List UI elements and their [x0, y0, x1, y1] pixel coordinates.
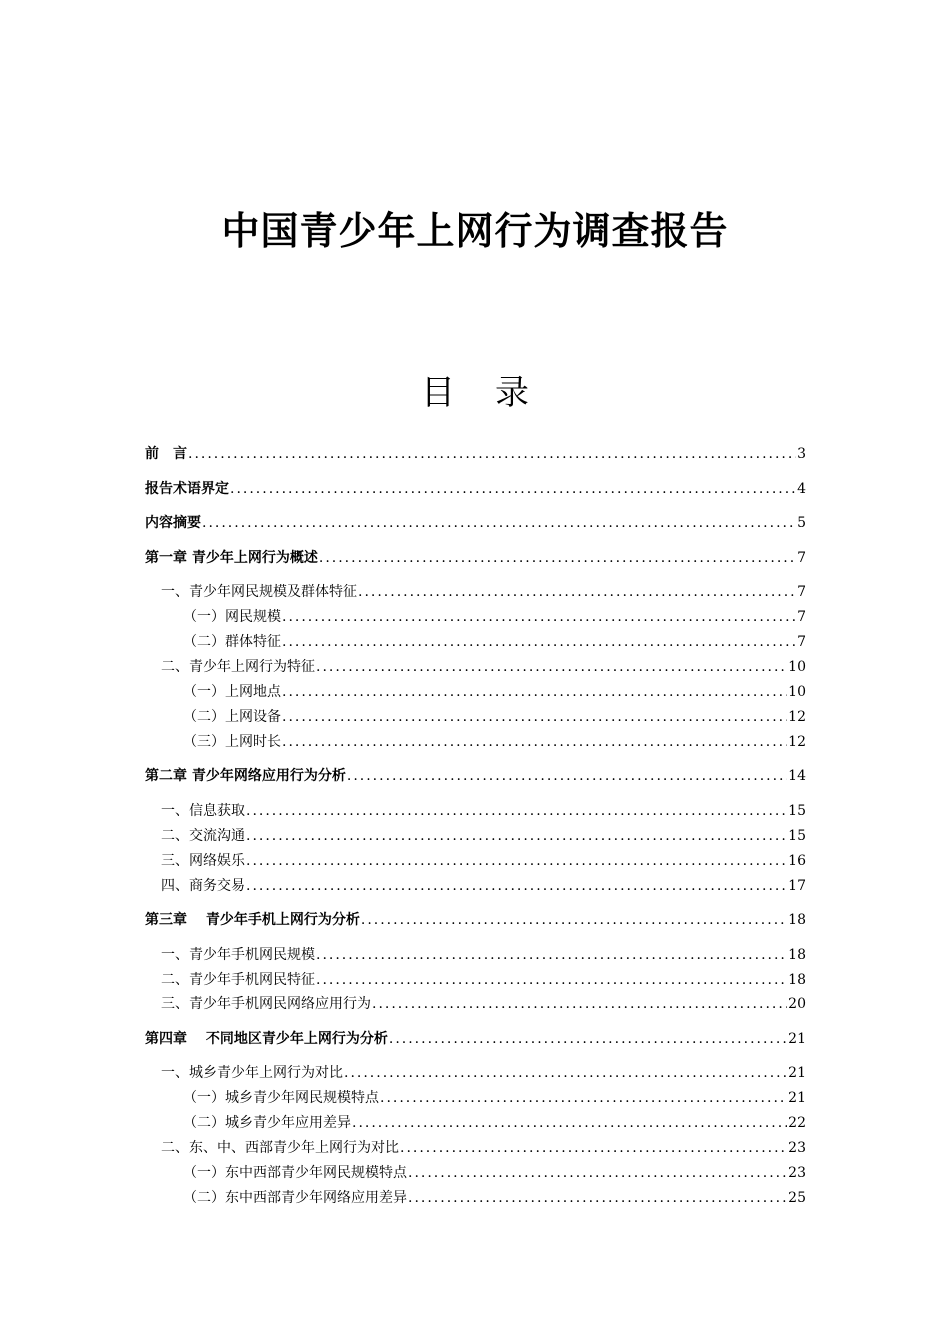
toc-entry[interactable]: [145, 479, 806, 499]
toc-entry-page-number: 21: [788, 1031, 806, 1047]
toc-entry-page-number: 7: [797, 634, 806, 650]
toc-entry-label: 第一章 青少年上网行为概述: [145, 550, 318, 566]
toc-entry[interactable]: [145, 513, 806, 533]
toc-dot-leader: [408, 1188, 787, 1208]
toc-entry-page-number: 23: [788, 1165, 806, 1181]
toc-entry[interactable]: [161, 657, 806, 677]
toc-entry-label: 第四章 不同地区青少年上网行为分析: [145, 1031, 388, 1047]
toc-dot-leader: [282, 632, 796, 652]
toc-entry[interactable]: [161, 1063, 806, 1083]
toc-dot-leader: [230, 479, 796, 499]
toc-entry-page-number: 12: [788, 709, 806, 725]
toc-entry-label: 报告术语界定: [145, 481, 229, 497]
toc-entry[interactable]: [183, 1113, 806, 1133]
toc-heading-char-2: 录: [495, 373, 529, 413]
toc-entry[interactable]: [145, 766, 806, 786]
toc-entry[interactable]: [183, 607, 806, 627]
toc-entry-page-number: 25: [788, 1190, 806, 1206]
toc-entry-label: （三）上网时长: [183, 734, 281, 750]
toc-entry-page-number: 15: [788, 803, 806, 819]
toc-entry-label: 一、城乡青少年上网行为对比: [161, 1065, 343, 1081]
toc-dot-leader: [316, 970, 787, 990]
toc-entry-label: 二、东、中、西部青少年上网行为对比: [161, 1140, 399, 1156]
toc-dot-leader: [389, 1029, 787, 1049]
toc-entry-label: 一、信息获取: [161, 803, 245, 819]
toc-dot-leader: [282, 732, 787, 752]
toc-entry[interactable]: [183, 632, 806, 652]
toc-entry-label: 二、青少年手机网民特征: [161, 972, 315, 988]
document-title: 中国青少年上网行为调查报告: [221, 209, 729, 253]
toc-dot-leader: [246, 801, 787, 821]
toc-dot-leader: [316, 657, 787, 677]
toc-dot-leader: [202, 513, 796, 533]
toc-entry-page-number: 18: [788, 972, 806, 988]
toc-dot-leader: [372, 994, 787, 1014]
toc-entry[interactable]: [183, 707, 806, 727]
toc-entry[interactable]: [161, 801, 806, 821]
toc-entry[interactable]: [145, 910, 806, 930]
toc-entry-label: （二）群体特征: [183, 634, 281, 650]
toc-entry[interactable]: [161, 1138, 806, 1158]
toc-entry-page-number: 3: [797, 446, 806, 462]
toc-dot-leader: [319, 548, 796, 568]
toc-dot-leader: [282, 607, 796, 627]
toc-dot-leader: [282, 707, 787, 727]
toc-dot-leader: [352, 1113, 787, 1133]
toc-entry-label: 二、交流沟通: [161, 828, 245, 844]
toc-entry-page-number: 5: [797, 515, 806, 531]
toc-dot-leader: [380, 1088, 787, 1108]
toc-entry-page-number: 14: [788, 768, 806, 784]
toc-entry[interactable]: [145, 444, 806, 464]
toc-entry[interactable]: [183, 1088, 806, 1108]
toc-entry[interactable]: [183, 1188, 806, 1208]
toc-dot-leader: [347, 766, 787, 786]
toc-entry-label: （一）城乡青少年网民规模特点: [183, 1090, 379, 1106]
toc-entry[interactable]: [161, 970, 806, 990]
toc-heading: [0, 370, 950, 416]
toc-entry[interactable]: [145, 548, 806, 568]
toc-entry-page-number: 23: [788, 1140, 806, 1156]
toc-entry[interactable]: [161, 582, 806, 602]
toc-entry-page-number: 10: [788, 684, 806, 700]
toc-entry-label: （一）东中西部青少年网民规模特点: [183, 1165, 407, 1181]
toc-entry-label: 第三章 青少年手机上网行为分析: [145, 912, 360, 928]
toc-entry-label: 二、青少年上网行为特征: [161, 659, 315, 675]
toc-dot-leader: [246, 876, 787, 896]
toc-entry[interactable]: [161, 945, 806, 965]
toc-entry-page-number: 10: [788, 659, 806, 675]
toc-entry-page-number: 7: [797, 609, 806, 625]
toc-entry[interactable]: [183, 1163, 806, 1183]
toc-entry-page-number: 22: [788, 1115, 806, 1131]
toc-entry-label: 三、青少年手机网民网络应用行为: [161, 996, 371, 1012]
toc-entry[interactable]: [145, 1029, 806, 1049]
toc-entry-label: 第二章 青少年网络应用行为分析: [145, 768, 346, 784]
toc-heading-char-1: 目: [421, 373, 455, 413]
toc-entry-page-number: 16: [788, 853, 806, 869]
toc-entry[interactable]: [161, 851, 806, 871]
toc-entry-label: （一）上网地点: [183, 684, 281, 700]
toc-entry-page-number: 15: [788, 828, 806, 844]
toc-entry-label: 三、网络娱乐: [161, 853, 245, 869]
toc-entry[interactable]: [161, 876, 806, 896]
toc-entry[interactable]: [161, 826, 806, 846]
toc-entry-label: （二）城乡青少年应用差异: [183, 1115, 351, 1131]
toc-dot-leader: [246, 851, 787, 871]
toc-dot-leader: [408, 1163, 787, 1183]
toc-entry-label: 前 言: [145, 446, 187, 462]
toc-entry-page-number: 18: [788, 912, 806, 928]
toc-entry-page-number: 18: [788, 947, 806, 963]
toc-dot-leader: [282, 682, 787, 702]
toc-dot-leader: [361, 910, 787, 930]
toc-entry-label: 一、青少年网民规模及群体特征: [161, 584, 357, 600]
toc-dot-leader: [316, 945, 787, 965]
toc-entry-label: 内容摘要: [145, 515, 201, 531]
toc-dot-leader: [246, 826, 787, 846]
toc-entry-page-number: 17: [788, 878, 806, 894]
toc-entry[interactable]: [161, 994, 806, 1014]
toc-entry-label: （二）上网设备: [183, 709, 281, 725]
toc-dot-leader: [400, 1138, 787, 1158]
toc-entry-page-number: 20: [788, 996, 806, 1012]
toc-dot-leader: [188, 444, 796, 464]
toc-dot-leader: [358, 582, 796, 602]
toc-entry-label: （二）东中西部青少年网络应用差异: [183, 1190, 407, 1206]
toc-dot-leader: [344, 1063, 787, 1083]
toc-entry-page-number: 21: [788, 1090, 806, 1106]
toc-entry-page-number: 7: [797, 550, 806, 566]
toc-entry-label: 一、青少年手机网民规模: [161, 947, 315, 963]
toc-entry[interactable]: [183, 732, 806, 752]
toc-entry-page-number: 12: [788, 734, 806, 750]
toc-entry-page-number: 21: [788, 1065, 806, 1081]
toc-entry-page-number: 4: [797, 481, 806, 497]
toc-entry-label: （一）网民规模: [183, 609, 281, 625]
toc-entry[interactable]: [183, 682, 806, 702]
toc-entry-label: 四、商务交易: [161, 878, 245, 894]
toc-entry-page-number: 7: [797, 584, 806, 600]
